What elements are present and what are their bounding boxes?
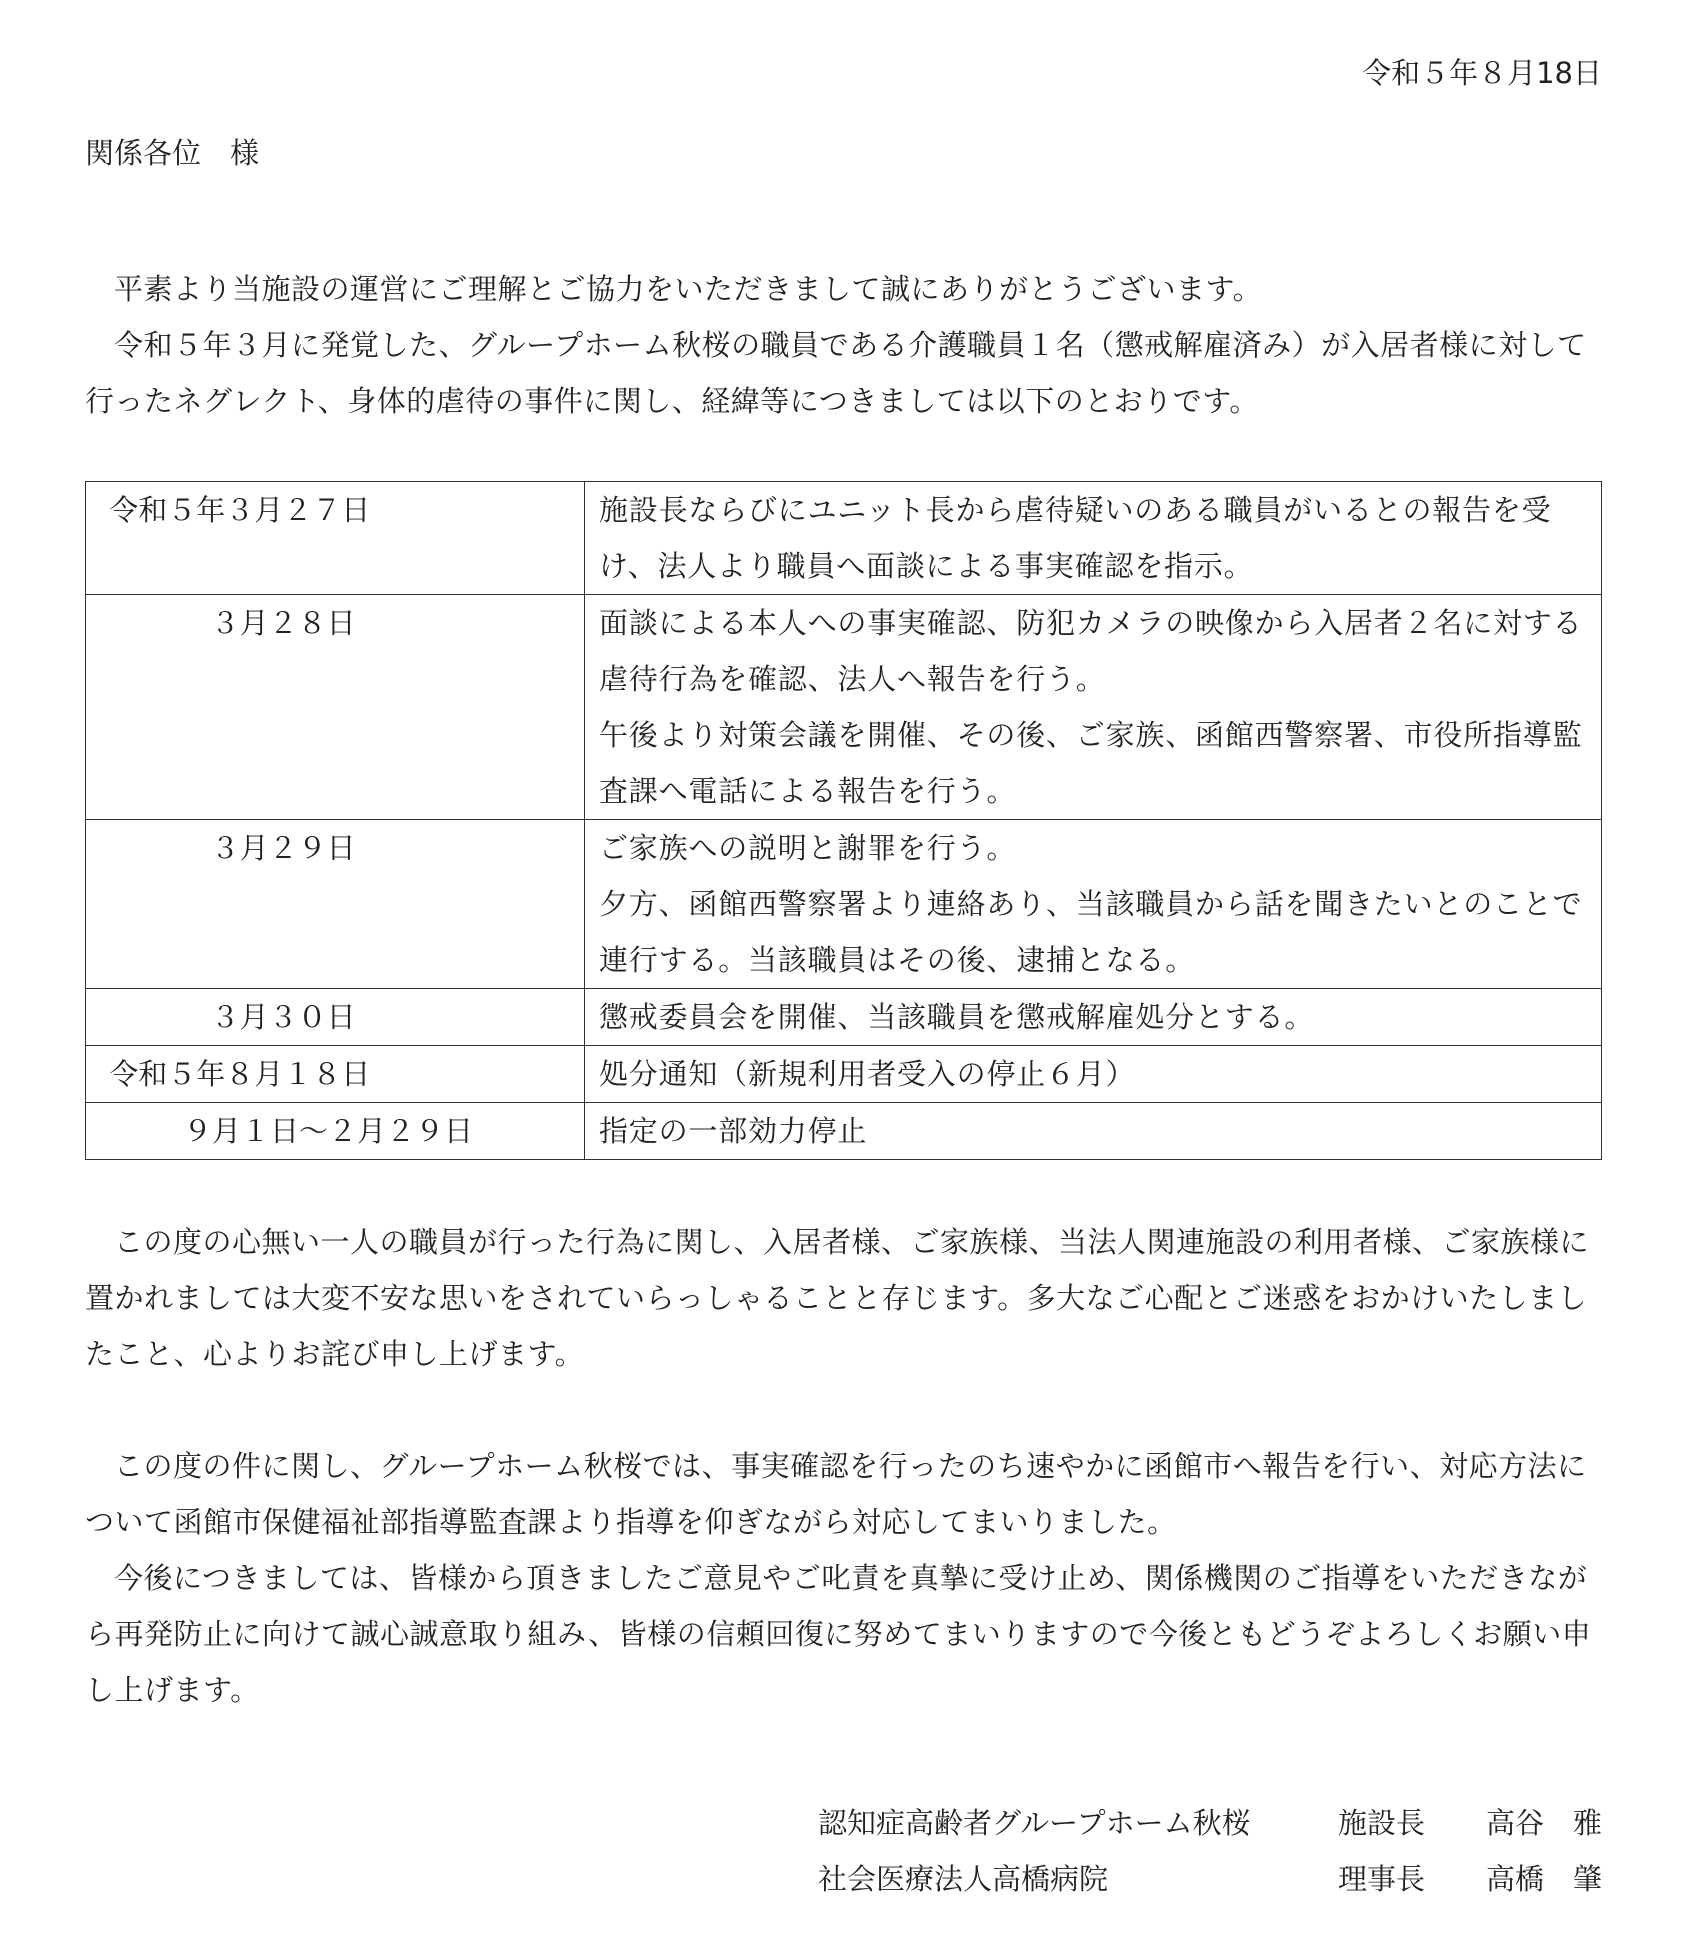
timeline-description — [585, 595, 1602, 820]
signature-organization: 認知症高齢者グループホーム秋桜 — [818, 1806, 1251, 1840]
signature-organization: 社会医療法人高橋病院 — [818, 1862, 1109, 1896]
timeline-date: 令和５年３月２７日 — [86, 482, 585, 595]
timeline-description-line: 午後より対策会議を開催、その後、ご家族、函館西警察署、市役所指導監査課へ電話による報告を行う。 — [599, 718, 1583, 808]
timeline-date: 令和５年８月１８日 — [86, 1046, 585, 1103]
timeline-date: ３月３０日 — [86, 989, 585, 1046]
timeline-row — [86, 1046, 1602, 1103]
timeline-row — [86, 820, 1602, 989]
greeting-paragraph: 平素より当施設の運営にご理解とご協力をいただきまして誠にありがとうございます。 — [114, 272, 1263, 306]
timeline-description-line: 処分通知（新規利用者受入の停止６月） — [599, 1057, 1136, 1091]
timeline-date: ３月２８日 — [86, 595, 585, 820]
commitment-paragraph: 今後につきましては、皆様から頂きましたご意見やご叱責を真摯に受け止め、関係機関のご指導をいただきながら再発防止に向けて誠心誠意取り組み、皆様の信頼回復に努めてまいりますので今後ともどうぞよろしくお願い申し上げます。 — [85, 1561, 1592, 1707]
timeline-table — [85, 481, 1602, 1160]
timeline-description-line: 施設長ならびにユニット長から虐待疑いのある職員がいるとの報告を受け、法人より職員へ面談による事実確認を指示。 — [599, 493, 1552, 583]
timeline-description — [585, 1103, 1602, 1160]
timeline-row — [86, 1103, 1602, 1160]
timeline-description — [585, 482, 1602, 595]
signature-role: 理事長 — [1338, 1862, 1426, 1896]
spacer — [85, 181, 1602, 261]
addressee: 関係各位 様 — [85, 136, 260, 170]
letter-date: 令和５年８月18日 — [1362, 56, 1602, 90]
incident-summary-paragraph: 令和５年３月に発覚した、グループホーム秋桜の職員である介護職員１名（懲戒解雇済み）が入居者様に対して行ったネグレクト、身体的虐待の事件に関し、経緯等につきましては以下のとおりです。 — [85, 328, 1587, 418]
signature-name: 高橋 肇 — [1485, 1862, 1602, 1896]
timeline-date: ９月１日～２月２９日 — [86, 1103, 585, 1160]
timeline-row — [86, 989, 1602, 1046]
timeline-description-line: 夕方、函館西警察署より連絡あり、当該職員から話を聞きたいとのことで連行する。当該職員はその後、逮捕となる。 — [599, 887, 1583, 977]
timeline-description — [585, 820, 1602, 989]
timeline-description — [585, 989, 1602, 1046]
apology-paragraph: この度の心無い一人の職員が行った行為に関し、入居者様、ご家族様、当法人関連施設の利用者様、ご家族様に置かれましては大変不安な思いをされていらっしゃることと存じます。多大なご心配とご迷惑をおかけいたしましたこと、心よりお詫び申し上げます。 — [85, 1225, 1590, 1371]
closing-section — [85, 1438, 1602, 1718]
timeline-description-line: 面談による本人への事実確認、防犯カメラの映像から入居者２名に対する虐待行為を確認、法人へ報告を行う。 — [599, 606, 1583, 696]
signature-role: 施設長 — [1338, 1806, 1426, 1840]
response-paragraph: この度の件に関し、グループホーム秋桜では、事実確認を行ったのち速やかに函館市へ報告を行い、対応方法について函館市保健福祉部指導監査課より指導を仰ぎながら対応してまいりました。 — [85, 1449, 1587, 1539]
signature-block — [818, 1795, 1602, 1907]
timeline-description-line: 懲戒委員会を開催、当該職員を懲戒解雇処分とする。 — [599, 1000, 1315, 1034]
spacer — [85, 429, 1602, 481]
signature-name: 高谷 雅 — [1485, 1806, 1602, 1840]
signature-line — [818, 1851, 1602, 1907]
timeline-description-line: 指定の一部効力停止 — [599, 1114, 868, 1148]
signature-line — [818, 1795, 1602, 1851]
timeline-description — [585, 1046, 1602, 1103]
timeline-date: ３月２９日 — [86, 820, 585, 989]
timeline-description-line: ご家族への説明と謝罪を行う。 — [599, 831, 1017, 865]
timeline-row — [86, 482, 1602, 595]
letter-page — [85, 45, 1602, 1718]
spacer — [85, 1382, 1602, 1438]
timeline-row — [86, 595, 1602, 820]
spacer — [85, 1160, 1602, 1214]
intro-section — [85, 261, 1602, 429]
